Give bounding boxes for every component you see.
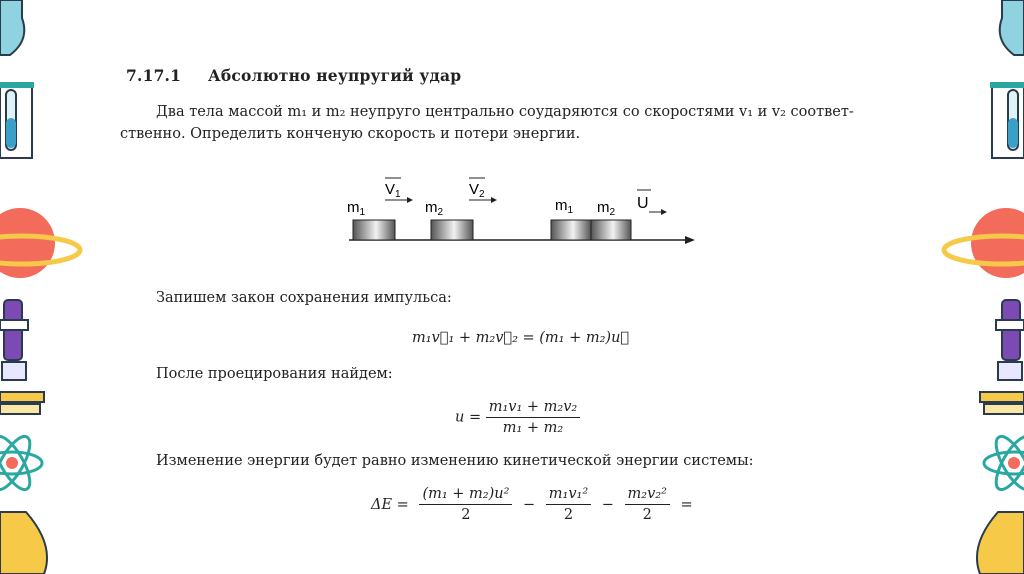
label-m2-after: $m_2$: [597, 199, 616, 218]
u-lhs: u =: [455, 409, 482, 426]
de-term-2: [546, 484, 591, 525]
momentum-equation: m₁v⃗₁ + m₂v⃗₂ = (m₁ + m₂)u⃗: [412, 330, 630, 346]
problem-line-1: Два тела массой m₁ и m₂ неупруго центрально соударяются со скоростями v₁ и v₂ соответ-: [156, 104, 854, 120]
block-m1-before: [353, 220, 395, 240]
energy-intro: Изменение энергии будет равно изменению кинетической энергии системы:: [156, 453, 754, 469]
label-m1-before: $m_1$: [347, 199, 366, 218]
test-tube-icon: [990, 82, 1024, 158]
minus-sign: −: [601, 496, 614, 513]
left-decoration: [0, 0, 90, 574]
de-term-1-numerator: (m₁ + m₂)u²: [419, 484, 512, 505]
de-lhs: ΔE =: [371, 496, 409, 513]
section-number: 7.17.1: [126, 66, 182, 85]
label-u: U: [637, 195, 649, 212]
axis-arrowhead: [685, 236, 695, 244]
block-m2-after: [591, 220, 631, 240]
section-heading: [126, 66, 461, 85]
de-term-2-denominator: 2: [563, 507, 574, 523]
books-icon: [980, 392, 1024, 414]
section-title: Абсолютно неупругий удар: [208, 66, 462, 85]
label-v2: $V_2$: [469, 181, 485, 200]
atom-icon: [984, 432, 1024, 495]
de-term-3-denominator: 2: [642, 507, 652, 523]
velocity-equation: [455, 397, 580, 438]
label-m2-before: $m_2$: [425, 199, 444, 218]
de-term-1: [419, 484, 512, 525]
beaker-icon: [0, 512, 47, 574]
beaker-icon: [977, 512, 1024, 574]
problem-statement: [120, 101, 916, 145]
v1-arrowhead: [407, 197, 413, 203]
collision-diagram: [345, 170, 705, 260]
flask-icon: [1000, 0, 1024, 55]
planet-icon: [944, 208, 1024, 278]
microscope-icon: [996, 300, 1024, 380]
label-v1: $V_1$: [385, 181, 401, 200]
de-term-2-numerator: m₁v₁²: [546, 484, 591, 505]
projection-intro: После проецирования найдем:: [156, 366, 393, 382]
planet-icon: [0, 208, 80, 278]
problem-line-2: ственно. Определить конченую скорость и потери энергии.: [120, 126, 581, 142]
energy-equation: [368, 484, 696, 525]
equals-sign: =: [680, 496, 693, 513]
flask-icon: [0, 0, 24, 55]
u-fraction: [486, 397, 581, 438]
de-term-1-denominator: 2: [461, 507, 471, 523]
block-m2-before: [431, 220, 473, 240]
de-term-3: [625, 484, 670, 525]
block-m1-after: [551, 220, 591, 240]
u-arrowhead: [661, 209, 667, 215]
right-decoration: [934, 0, 1024, 574]
label-m1-after: $m_1$: [555, 197, 574, 216]
v2-arrowhead: [491, 197, 497, 203]
momentum-intro: Запишем закон сохранения импульса:: [156, 290, 452, 306]
u-numerator: m₁v₁ + m₂v₂: [486, 397, 581, 418]
minus-sign: −: [523, 496, 536, 513]
document-page: [120, 0, 920, 574]
test-tube-icon: [0, 82, 34, 158]
u-denominator: m₁ + m₂: [502, 420, 564, 436]
de-term-3-numerator: m₂v₂²: [625, 484, 670, 505]
microscope-icon: [0, 300, 28, 380]
atom-icon: [0, 432, 42, 495]
books-icon: [0, 392, 44, 414]
